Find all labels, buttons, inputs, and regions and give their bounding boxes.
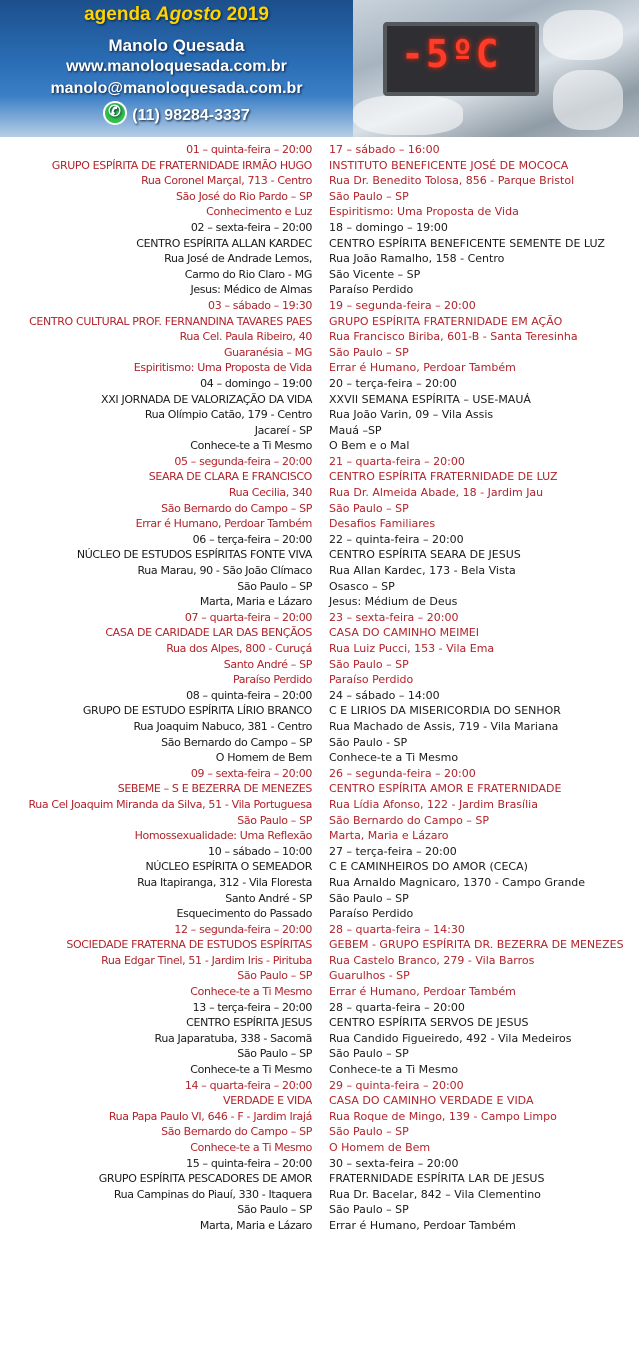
event-address: Rua Machado de Assis, 719 - Vila Mariana bbox=[329, 719, 559, 733]
event-city: São Paulo – SP bbox=[329, 501, 409, 515]
event-venue: GRUPO DE ESTUDO ESPÍRITA LÍRIO BRANCO bbox=[82, 704, 312, 718]
event-address: Rua Roque de Mingo, 139 - Campo Limpo bbox=[329, 1109, 557, 1123]
event-theme: Homossexualidade: Uma Reflexão bbox=[134, 829, 312, 843]
event-entry bbox=[0, 766, 312, 844]
event-date: 04 – domingo – 19:00 bbox=[200, 376, 312, 390]
event-theme: Desafios Familiares bbox=[329, 517, 436, 531]
event-entry bbox=[329, 532, 639, 610]
event-entry bbox=[0, 142, 312, 220]
event-entry bbox=[329, 142, 639, 220]
event-city: Carmo do Rio Claro - MG bbox=[184, 267, 312, 281]
event-address: Rua Edgar Tinel, 51 - Jardim Iris - Pirituba bbox=[101, 953, 312, 967]
website-link[interactable]: www.manoloquesada.com.br bbox=[66, 58, 287, 75]
event-address: Rua dos Alpes, 800 - Curuçá bbox=[166, 642, 312, 655]
event-date: 01 – quinta-feira – 20:00 bbox=[186, 143, 312, 156]
event-address: Rua Candido Figueiredo, 492 - Vila Medeiros bbox=[329, 1031, 572, 1045]
event-venue: CASA DO CAMINHO MEIMEI bbox=[329, 626, 480, 640]
event-address: Rua Arnaldo Magnicaro, 1370 - Campo Grande bbox=[329, 875, 586, 889]
event-date: 03 – sábado – 19:30 bbox=[208, 298, 312, 312]
schedule-column-left bbox=[0, 142, 312, 1234]
event-venue: INSTITUTO BENEFICENTE JOSÉ DE MOCOCA bbox=[329, 158, 569, 172]
event-entry bbox=[0, 376, 312, 454]
whatsapp-icon bbox=[103, 101, 127, 125]
event-address: Rua Castelo Branco, 279 - Vila Barros bbox=[329, 953, 535, 967]
event-date: 22 – quinta-feira – 20:00 bbox=[329, 532, 464, 546]
event-entry bbox=[329, 610, 639, 688]
event-theme: Errar é Humano, Perdoar Também bbox=[329, 1218, 516, 1232]
event-venue: GEBEM - GRUPO ESPÍRITA DR. BEZERRA DE MENEZES bbox=[329, 938, 624, 952]
event-theme: Paraíso Perdido bbox=[329, 673, 414, 687]
event-entry bbox=[0, 922, 312, 1000]
event-theme: Marta, Maria e Lázaro bbox=[329, 829, 449, 843]
event-entry bbox=[0, 1156, 312, 1234]
event-venue: CENTRO ESPÍRITA FRATERNIDADE DE LUZ bbox=[329, 470, 558, 484]
event-date: 17 – sábado – 16:00 bbox=[329, 143, 440, 156]
event-address: Rua Olímpio Catão, 179 - Centro bbox=[144, 408, 312, 422]
event-entry bbox=[0, 844, 312, 922]
event-address: Rua Lídia Afonso, 122 - Jardim Brasília bbox=[329, 797, 538, 811]
event-date: 26 – segunda-feira – 20:00 bbox=[329, 766, 476, 780]
email-link[interactable]: manolo@manoloquesada.com.br bbox=[50, 80, 303, 97]
event-entry bbox=[329, 298, 639, 376]
event-address: Rua Dr. Bacelar, 842 – Vila Clementino bbox=[329, 1187, 541, 1201]
event-date: 21 – quarta-feira – 20:00 bbox=[329, 454, 465, 468]
event-theme: O Bem e o Mal bbox=[329, 439, 410, 453]
event-date: 28 – quarta-feira – 20:00 bbox=[329, 1000, 465, 1014]
event-venue: CENTRO ESPÍRITA BENEFICENTE SEMENTE DE LUZ bbox=[329, 236, 605, 250]
event-city: São Paulo – SP bbox=[329, 1047, 409, 1061]
event-city: Osasco – SP bbox=[329, 579, 395, 593]
event-entry bbox=[329, 1156, 639, 1234]
event-theme: O Homem de Bem bbox=[329, 1141, 431, 1154]
event-address: Rua Luiz Pucci, 153 - Vila Ema bbox=[329, 642, 495, 655]
event-venue: NÚCLEO DE ESTUDOS ESPÍRITAS FONTE VIVA bbox=[76, 548, 312, 562]
event-city: Mauá –SP bbox=[329, 423, 382, 437]
event-date: 05 – segunda-feira – 20:00 bbox=[174, 454, 312, 468]
event-entry bbox=[0, 1000, 312, 1078]
header bbox=[0, 0, 639, 137]
event-theme: Espiritismo: Uma Proposta de Vida bbox=[329, 205, 519, 219]
event-city: Guaranésia – MG bbox=[223, 345, 312, 359]
event-entry bbox=[0, 220, 312, 298]
event-date: 30 – sexta-feira – 20:00 bbox=[329, 1156, 459, 1170]
event-venue: CENTRO CULTURAL PROF. FERNANDINA TAVARES PAES bbox=[29, 314, 312, 328]
event-venue: SEARA DE CLARA E FRANCISCO bbox=[148, 470, 312, 484]
event-city: Santo André – SP bbox=[223, 657, 312, 671]
event-city: São Bernardo do Campo – SP bbox=[329, 813, 490, 827]
event-address: Rua Papa Paulo VI, 646 - F - Jardim Irajá bbox=[108, 1109, 312, 1123]
event-address: Rua Dr. Almeida Abade, 18 - Jardim Jau bbox=[329, 486, 544, 500]
title-year: 2019 bbox=[226, 4, 269, 25]
event-entry bbox=[0, 298, 312, 376]
event-city: São José do Rio Pardo – SP bbox=[176, 189, 312, 203]
event-venue: XXVII SEMANA ESPÍRITA – USE-MAUÁ bbox=[329, 392, 531, 406]
event-date: 02 – sexta-feira – 20:00 bbox=[190, 220, 312, 234]
event-venue: CENTRO ESPÍRITA SEARA DE JESUS bbox=[329, 548, 521, 562]
event-theme: Errar é Humano, Perdoar Também bbox=[135, 517, 312, 531]
event-venue: SOCIEDADE FRATERNA DE ESTUDOS ESPÍRITAS bbox=[66, 938, 312, 952]
event-theme: Conhece-te a Ti Mesmo bbox=[190, 1141, 312, 1154]
title-prefix: agenda bbox=[84, 4, 151, 25]
event-venue: GRUPO ESPÍRITA FRATERNIDADE EM AÇÃO bbox=[329, 314, 563, 328]
event-venue: SEBEME – S E BEZERRA DE MENEZES bbox=[117, 782, 312, 796]
event-theme: Conhece-te a Ti Mesmo bbox=[190, 985, 312, 999]
agenda-title bbox=[0, 4, 353, 26]
event-theme: Paraíso Perdido bbox=[329, 907, 414, 921]
event-date: 09 – sexta-feira – 20:00 bbox=[190, 766, 312, 780]
event-entry bbox=[329, 220, 639, 298]
header-banner bbox=[0, 0, 353, 137]
event-entry bbox=[0, 610, 312, 688]
event-theme: Paraíso Perdido bbox=[329, 283, 414, 297]
event-city: São Vicente – SP bbox=[329, 267, 421, 281]
event-date: 29 – quinta-feira – 20:00 bbox=[329, 1078, 464, 1092]
event-venue: CENTRO ESPÍRITA AMOR E FRATERNIDADE bbox=[329, 782, 562, 796]
event-address: Rua José de Andrade Lemos, bbox=[164, 252, 312, 266]
event-theme: Paraíso Perdido bbox=[233, 673, 312, 687]
event-venue: NÚCLEO ESPÍRITA O SEMEADOR bbox=[145, 860, 312, 874]
event-venue: XXI JORNADA DE VALORIZAÇÃO DA VIDA bbox=[101, 392, 312, 406]
thermometer-reading: -5ºC bbox=[401, 32, 501, 76]
event-theme: Conhecimento e Luz bbox=[206, 205, 312, 219]
event-venue: CENTRO ESPÍRITA SERVOS DE JESUS bbox=[329, 1016, 529, 1030]
event-entry bbox=[329, 844, 639, 922]
event-city: São Bernardo do Campo – SP bbox=[161, 501, 312, 515]
event-address: Rua Dr. Benedito Tolosa, 856 - Parque Bristol bbox=[329, 174, 575, 188]
event-city: São Paulo – SP bbox=[329, 1125, 409, 1139]
event-date: 07 – quarta-feira – 20:00 bbox=[184, 610, 312, 624]
schedule-column-right bbox=[329, 142, 639, 1234]
event-entry bbox=[0, 1078, 312, 1156]
event-address: Rua Campinas do Piauí, 330 - Itaquera bbox=[113, 1187, 312, 1201]
event-entry bbox=[329, 922, 639, 1000]
event-theme: Marta, Maria e Lázaro bbox=[199, 1218, 312, 1232]
event-address: Rua Allan Kardec, 173 - Bela Vista bbox=[329, 564, 516, 578]
event-date: 10 – sábado – 10:00 bbox=[208, 844, 312, 858]
event-city: São Paulo – SP bbox=[329, 891, 409, 905]
event-entry bbox=[0, 532, 312, 610]
event-date: 28 – quarta-feira – 14:30 bbox=[329, 922, 465, 936]
event-theme: Errar é Humano, Perdoar Também bbox=[329, 361, 516, 375]
event-date: 15 – quinta-feira – 20:00 bbox=[186, 1156, 312, 1170]
event-city: São Paulo – SP bbox=[329, 189, 409, 203]
event-address: Rua Joaquim Nabuco, 381 - Centro bbox=[133, 719, 312, 733]
author-name: Manolo Quesada bbox=[108, 36, 245, 55]
event-theme: Conhece-te a Ti Mesmo bbox=[329, 751, 459, 765]
event-theme: Marta, Maria e Lázaro bbox=[199, 595, 312, 609]
event-venue: GRUPO ESPÍRITA PESCADORES DE AMOR bbox=[98, 1172, 312, 1186]
event-city: São Paulo – SP bbox=[237, 579, 312, 593]
event-entry bbox=[0, 454, 312, 532]
event-theme: Conhece-te a Ti Mesmo bbox=[329, 1063, 459, 1077]
header-photo bbox=[353, 0, 639, 137]
event-theme: Esquecimento do Passado bbox=[176, 907, 312, 921]
event-date: 14 – quarta-feira – 20:00 bbox=[184, 1078, 312, 1092]
event-theme: Errar é Humano, Perdoar Também bbox=[329, 985, 516, 999]
event-venue: VERDADE E VIDA bbox=[223, 1094, 312, 1108]
event-theme: Espiritismo: Uma Proposta de Vida bbox=[133, 361, 312, 375]
event-venue: CASA DO CAMINHO VERDADE E VIDA bbox=[329, 1094, 534, 1108]
event-venue: GRUPO ESPÍRITA DE FRATERNIDADE IRMÃO HUGO bbox=[51, 158, 312, 172]
event-date: 13 – terça-feira – 20:00 bbox=[192, 1000, 312, 1014]
event-venue: CENTRO ESPÍRITA ALLAN KARDEC bbox=[136, 236, 312, 250]
event-theme: Jesus: Médico de Almas bbox=[190, 283, 312, 297]
event-city: São Bernardo do Campo – SP bbox=[161, 735, 312, 749]
event-theme: Conhece-te a Ti Mesmo bbox=[190, 1063, 312, 1077]
event-city: São Paulo – SP bbox=[329, 1203, 409, 1217]
event-date: 24 – sábado – 14:00 bbox=[329, 688, 440, 702]
event-entry bbox=[0, 688, 312, 766]
event-date: 20 – terça-feira – 20:00 bbox=[329, 376, 457, 390]
phone-line[interactable] bbox=[0, 101, 353, 125]
event-theme: Conhece-te a Ti Mesmo bbox=[190, 439, 312, 453]
event-address: Rua Coronel Marçal, 713 - Centro bbox=[141, 174, 312, 188]
event-address: Rua Cel. Paula Ribeiro, 40 bbox=[179, 330, 312, 344]
event-city: Santo André - SP bbox=[225, 891, 312, 905]
event-address: Rua João Ramalho, 158 - Centro bbox=[329, 252, 505, 266]
event-city: São Paulo – SP bbox=[237, 1047, 312, 1061]
event-address: Rua Itapiranga, 312 - Vila Floresta bbox=[137, 875, 312, 889]
event-entry bbox=[329, 376, 639, 454]
event-city: São Paulo - SP bbox=[329, 735, 408, 749]
thermometer-display bbox=[383, 22, 539, 96]
event-city: São Bernardo do Campo – SP bbox=[161, 1125, 312, 1139]
event-address: Rua Francisco Biriba, 601-B - Santa Teresinha bbox=[329, 330, 578, 344]
event-date: 19 – segunda-feira – 20:00 bbox=[329, 298, 476, 312]
event-date: 06 – terça-feira – 20:00 bbox=[192, 532, 312, 546]
event-venue: CASA DE CARIDADE LAR DAS BENÇÃOS bbox=[105, 626, 312, 640]
event-venue: C E LIRIOS DA MISERICORDIA DO SENHOR bbox=[329, 704, 561, 718]
event-date: 08 – quinta-feira – 20:00 bbox=[186, 688, 312, 702]
event-city: São Paulo – SP bbox=[329, 345, 409, 359]
event-city: São Paulo – SP bbox=[237, 1203, 312, 1217]
phone-number: (11) 98284-3337 bbox=[132, 107, 250, 124]
event-date: 18 – domingo – 19:00 bbox=[329, 220, 448, 234]
event-theme: O Homem de Bem bbox=[215, 751, 312, 765]
event-city: Guarulhos - SP bbox=[329, 969, 410, 983]
event-address: Rua Cel Joaquim Miranda da Silva, 51 - Vila Portuguesa bbox=[28, 797, 312, 811]
event-entry bbox=[329, 454, 639, 532]
event-date: 27 – terça-feira – 20:00 bbox=[329, 844, 457, 858]
event-venue: C E CAMINHEIROS DO AMOR (CECA) bbox=[329, 860, 528, 874]
event-address: Rua Cecilia, 340 bbox=[228, 486, 312, 500]
event-date: 12 – segunda-feira – 20:00 bbox=[174, 922, 312, 936]
event-entry bbox=[329, 766, 639, 844]
event-venue: CENTRO ESPÍRITA JESUS bbox=[186, 1016, 312, 1030]
event-city: São Paulo – SP bbox=[237, 969, 312, 983]
event-venue: FRATERNIDADE ESPÍRITA LAR DE JESUS bbox=[329, 1172, 545, 1186]
title-month: Agosto bbox=[155, 4, 222, 25]
event-entry bbox=[329, 688, 639, 766]
event-theme: Jesus: Médium de Deus bbox=[329, 595, 458, 609]
event-address: Rua João Varin, 09 – Vila Assis bbox=[329, 408, 494, 422]
event-address: Rua Japaratuba, 338 - Sacomã bbox=[154, 1031, 312, 1045]
event-date: 23 – sexta-feira – 20:00 bbox=[329, 610, 459, 624]
event-city: São Paulo – SP bbox=[237, 813, 312, 827]
event-address: Rua Marau, 90 - São João Clímaco bbox=[137, 564, 312, 578]
event-city: São Paulo – SP bbox=[329, 657, 409, 671]
event-entry bbox=[329, 1078, 639, 1156]
event-entry bbox=[329, 1000, 639, 1078]
event-city: Jacareí - SP bbox=[254, 423, 312, 437]
